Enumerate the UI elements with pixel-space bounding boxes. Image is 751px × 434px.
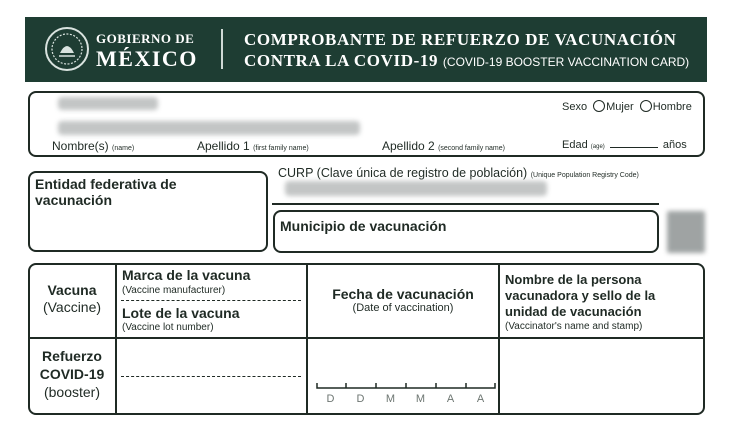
- entidad-label: Entidad federativa de vacunación: [35, 176, 177, 208]
- nombre-en: (name): [112, 145, 135, 152]
- card-title-english: (COVID-19 BOOSTER VACCINATION CARD): [442, 55, 690, 69]
- edad-label: Edad: [562, 139, 588, 151]
- marca-header-en: (Vaccine manufacturer): [122, 285, 226, 296]
- curp-underline: [272, 203, 659, 205]
- date-letter: M: [415, 393, 427, 405]
- card-title-line2-text: CONTRA LA COVID-19: [244, 51, 439, 70]
- apellido2-en: (second family name): [438, 145, 505, 152]
- card-title-line1: COMPROBANTE DE REFUERZO DE VACUNACIÓN: [244, 30, 677, 49]
- table-col-divider-1: [115, 264, 117, 414]
- gobierno-de-text: GOBIERNO DE: [96, 31, 195, 46]
- marca-entry-line[interactable]: [121, 376, 301, 377]
- anos-label: años: [662, 139, 687, 151]
- refuerzo-label-2: COVID-19: [39, 366, 105, 382]
- apellido2-label-text: Apellido 2: [382, 139, 435, 153]
- mujer-label: Mujer: [606, 101, 634, 113]
- fecha-header: Fecha de vacunación: [332, 286, 474, 302]
- apellido1-en: (first family name): [253, 145, 309, 152]
- edad-field: [562, 139, 687, 151]
- curp-label: [278, 166, 639, 180]
- sexo-field: [562, 100, 692, 113]
- lote-header-en: (Vaccine lot number): [122, 322, 214, 333]
- vacunadora-header: Nombre de la persona vacunadora y sello de la unidad de vacunación: [505, 272, 656, 319]
- fecha-header-en: (Date of vaccination): [352, 302, 454, 314]
- hombre-label: Hombre: [652, 101, 692, 113]
- mexico-seal-logo: [45, 27, 89, 71]
- header-divider: [221, 29, 223, 69]
- apellido1-label: [197, 139, 309, 153]
- vacuna-header-en: (Vaccine): [42, 299, 102, 315]
- date-letters: [316, 393, 496, 407]
- edad-en: (age): [590, 144, 605, 150]
- lote-header: Lote de la vacuna: [122, 305, 240, 321]
- marca-lote-divider: [121, 300, 301, 301]
- date-letter: A: [476, 393, 486, 405]
- card-title-line2: [244, 51, 689, 71]
- hombre-radio[interactable]: [640, 100, 652, 112]
- municipio-label: Municipio de vacunación: [280, 218, 447, 234]
- qr-code-redacted: [667, 211, 705, 253]
- date-letter: D: [356, 393, 366, 405]
- apellido1-label-text: Apellido 1: [197, 139, 250, 153]
- curp-label-text: CURP (Clave única de registro de población): [278, 166, 528, 180]
- refuerzo-label-1: Refuerzo: [42, 348, 102, 364]
- nombre-label: [52, 139, 134, 153]
- header-banner: [25, 17, 707, 82]
- table-col-divider-3: [498, 264, 500, 414]
- mujer-radio[interactable]: [593, 100, 605, 112]
- curp-redacted: [285, 181, 547, 196]
- apellido2-label: [382, 139, 505, 153]
- table-row-divider: [29, 337, 704, 339]
- marca-header: Marca de la vacuna: [122, 267, 251, 283]
- edad-line[interactable]: [610, 147, 658, 148]
- name-redacted: [58, 97, 158, 110]
- sexo-label: Sexo: [562, 101, 588, 113]
- date-letter: A: [446, 393, 456, 405]
- date-letter: D: [326, 393, 336, 405]
- vacunadora-header-en: (Vaccinator's name and stamp): [505, 321, 643, 332]
- date-letter: M: [385, 393, 397, 405]
- curp-en: (Unique Population Registry Code): [530, 172, 639, 179]
- vacuna-header: Vacuna: [47, 282, 97, 298]
- mexico-text: MÉXICO: [96, 46, 198, 71]
- surnames-redacted: [58, 121, 360, 135]
- nombre-label-text: Nombre(s): [52, 139, 109, 153]
- refuerzo-label-en: (booster): [43, 384, 101, 400]
